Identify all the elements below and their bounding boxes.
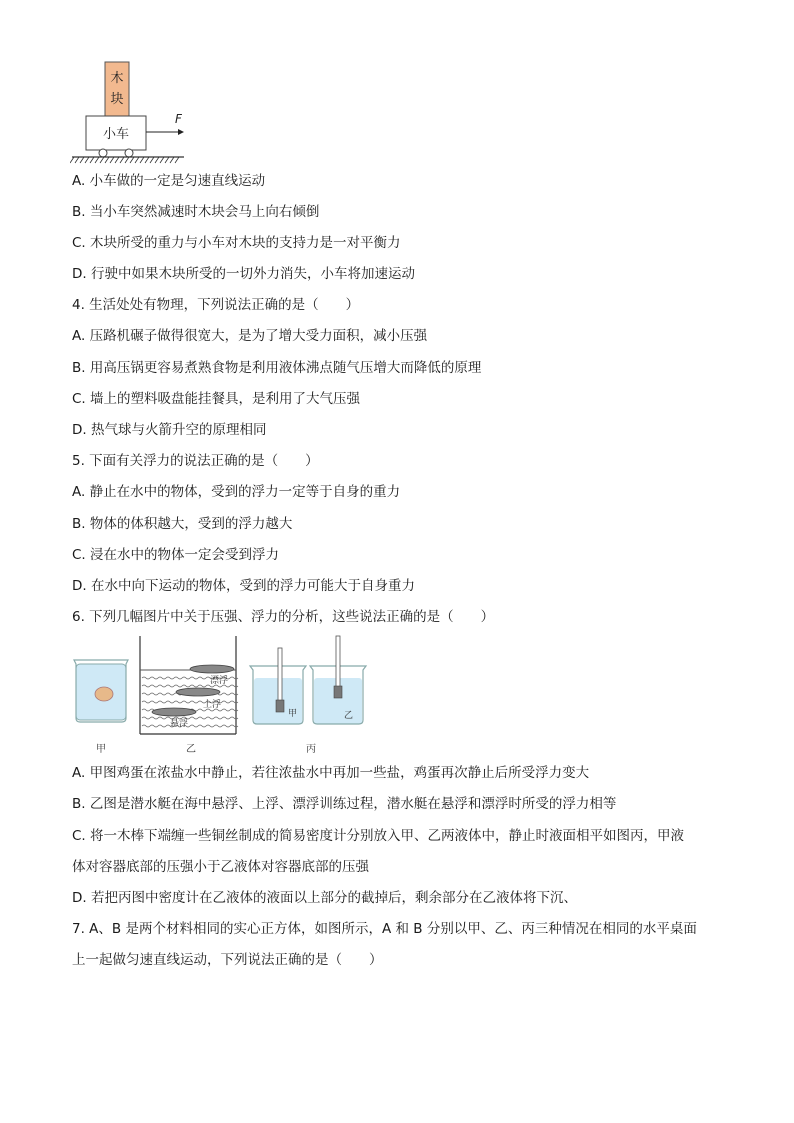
label-shangfu: 上浮 <box>203 700 222 710</box>
wood-block-label-1: 木 <box>110 71 124 86</box>
beaker-label-yi: 乙 <box>344 711 354 721</box>
q6-option-b: B. 乙图是潜水艇在海中悬浮、上浮、漂浮训练过程，潜水艇在悬浮和漂浮时所受的浮力相等 <box>72 796 617 812</box>
q3-option-c: C. 木块所受的重力与小车对木块的支持力是一对平衡力 <box>72 235 401 251</box>
force-label: F <box>175 112 182 126</box>
beaker-label-jia: 甲 <box>288 709 298 719</box>
q3-option-d: D. 行驶中如果木块所受的一切外力消失，小车将加速运动 <box>72 266 415 282</box>
beaker-hydrometer-yi <box>310 636 366 724</box>
label-yi: 乙 <box>186 744 196 755</box>
q6-option-d: D. 若把丙图中密度计在乙液体的液面以上部分的截掉后，剩余部分在乙液体将下沉、 <box>72 890 577 906</box>
q6-option-c-line1: C. 将一木棒下端缠一些铜丝制成的简易密度计分别放入甲、乙两液体中，静止时液面相平如图丙，甲液 <box>72 828 685 844</box>
label-piaofu: 漂浮 <box>210 676 229 686</box>
q5-option-b: B. 物体的体积越大，受到的浮力越大 <box>72 516 293 532</box>
label-bing: 丙 <box>306 744 316 755</box>
ground-hatching <box>70 157 179 163</box>
q7-line2: 上一起做匀速直线运动，下列说法正确的是（ ） <box>72 952 383 968</box>
sea-tank <box>140 636 238 734</box>
q4-option-a: A. 压路机碾子做得很宽大，是为了增大受力面积，减小压强 <box>72 328 428 344</box>
beaker-egg <box>74 660 128 722</box>
q6-stem: 6. 下列几幅图片中关于压强、浮力的分析，这些说法正确的是（ ） <box>72 609 495 625</box>
q4-option-b: B. 用高压锅更容易煮熟食物是利用液体沸点随气压增大而降低的原理 <box>72 360 482 376</box>
wood-block-label-2: 块 <box>110 92 124 107</box>
force-arrow-head <box>178 129 184 135</box>
q7-line1: 7. A、B 是两个材料相同的实心正方体，如图所示，A 和 B 分别以甲、乙、丙三种情况在相同的水平桌面 <box>72 921 697 937</box>
q4-option-d: D. 热气球与火箭升空的原理相同 <box>72 422 267 438</box>
q4-stem: 4. 生活处处有物理，下列说法正确的是（ ） <box>72 297 360 313</box>
q4-option-c: C. 墙上的塑料吸盘能挂餐具，是利用了大气压强 <box>72 391 361 407</box>
q6-option-a: A. 甲图鸡蛋在浓盐水中静止，若往浓盐水中再加一些盐，鸡蛋再次静止后所受浮力变大 <box>72 765 590 781</box>
cart-wheel-left <box>99 149 107 157</box>
cart-label: 小车 <box>102 127 130 142</box>
q5-stem: 5. 下面有关浮力的说法正确的是（ ） <box>72 453 319 469</box>
q3-option-a: A. 小车做的一定是匀速直线运动 <box>72 173 266 189</box>
q5-option-c: C. 浸在水中的物体一定会受到浮力 <box>72 547 280 563</box>
submarine-rising <box>176 688 220 696</box>
buoyancy-figure <box>70 634 370 759</box>
egg <box>95 687 113 701</box>
submarine-floating <box>190 665 234 673</box>
q6-option-c-line2: 体对容器底部的压强小于乙液体对容器底部的压强 <box>72 859 369 875</box>
cart-block-figure <box>70 60 200 170</box>
q3-option-b: B. 当小车突然减速时木块会马上向右倾倒 <box>72 204 320 220</box>
q5-option-a: A. 静止在水中的物体，受到的浮力一定等于自身的重力 <box>72 484 401 500</box>
submarine-suspended <box>152 708 196 716</box>
beaker-hydrometer-jia <box>250 648 306 724</box>
cart-wheel-right <box>125 149 133 157</box>
label-xuanfu: 悬浮 <box>170 719 189 729</box>
q5-option-d: D. 在水中向下运动的物体，受到的浮力可能大于自身重力 <box>72 578 415 594</box>
label-jia: 甲 <box>96 744 106 755</box>
